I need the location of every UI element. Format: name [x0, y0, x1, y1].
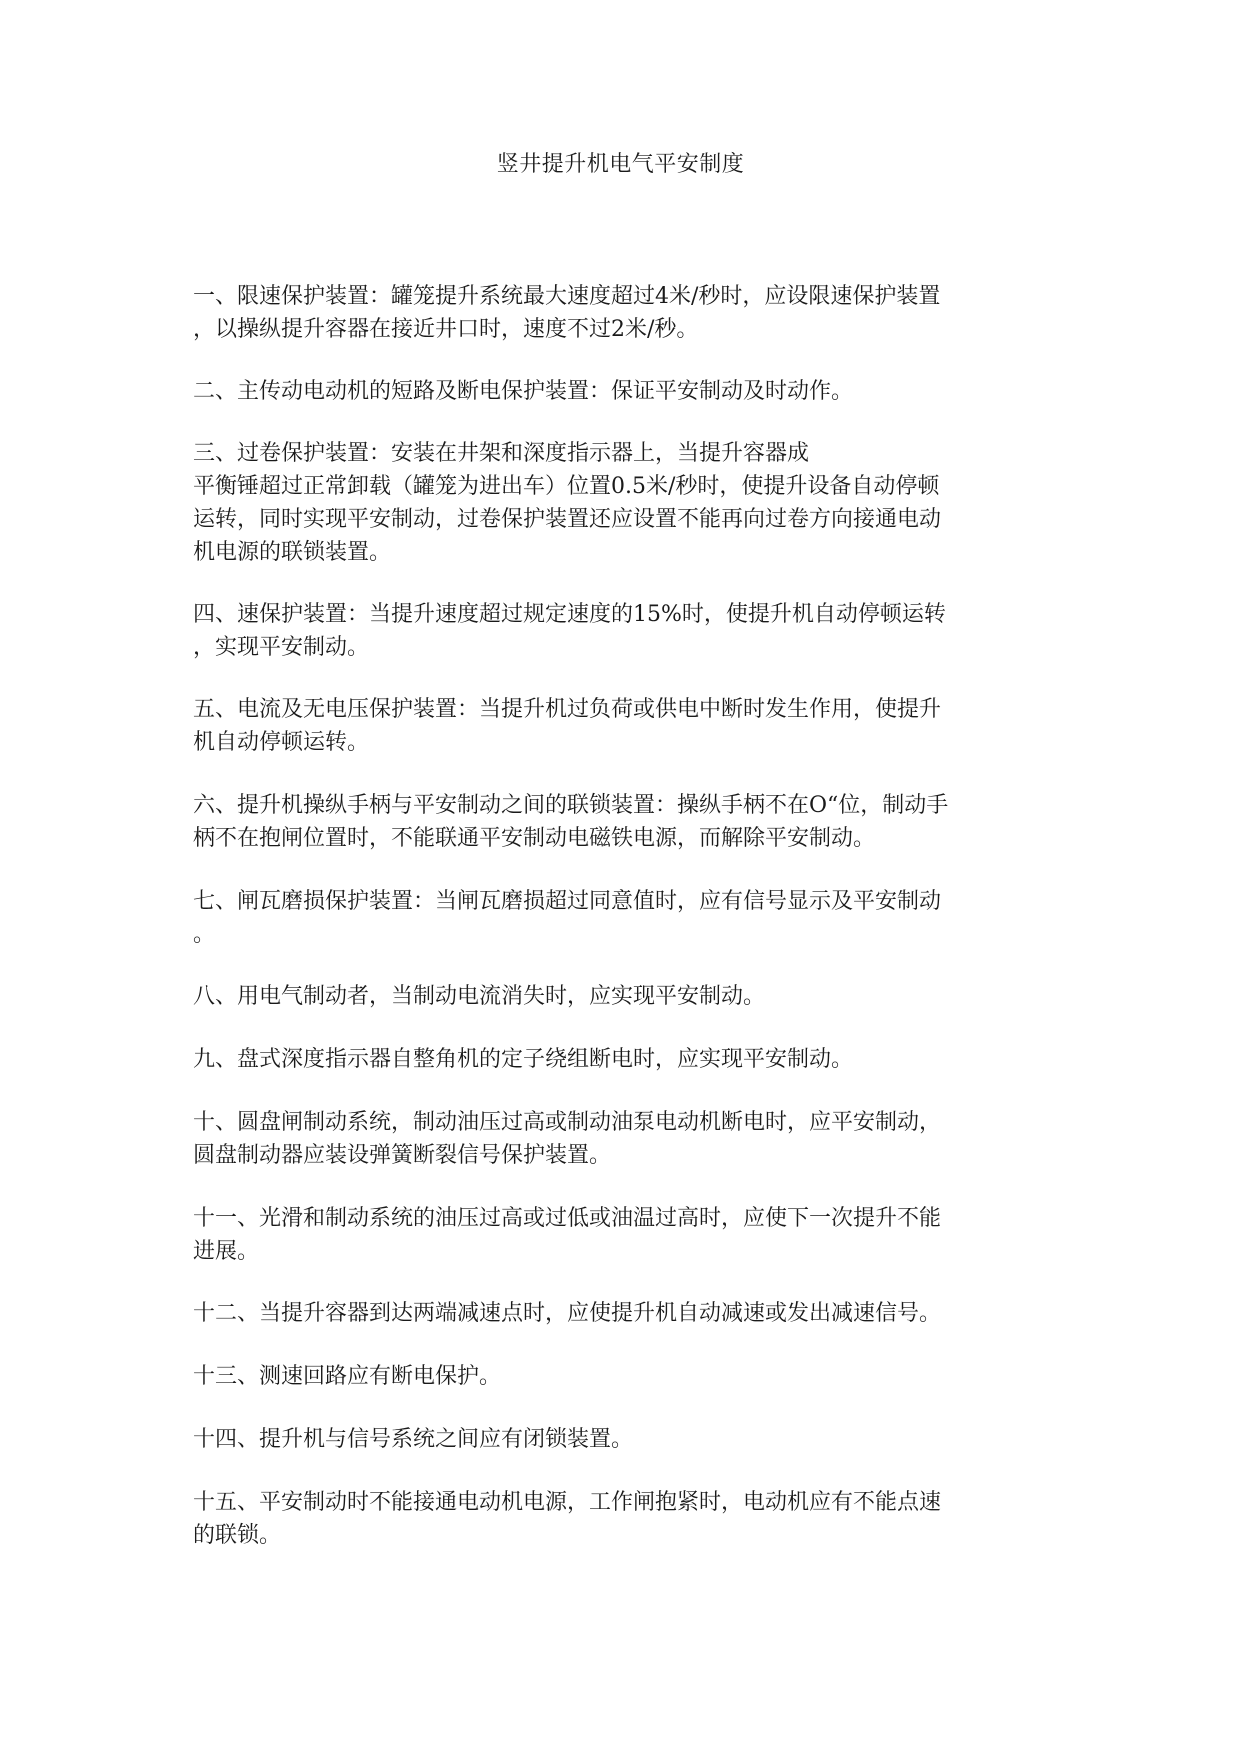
clause-line: 一、限速保护装置：罐笼提升系统最大速度超过4米/秒时，应设限速保护装置: [193, 284, 941, 309]
clause-9: [193, 1043, 1053, 1076]
clause-line: 。: [193, 922, 216, 947]
clause-line: 五、电流及无电压保护装置：当提升机过负荷或供电中断时发生作用，使提升: [193, 697, 942, 722]
clause-4: [193, 598, 1053, 664]
clause-line: 九、盘式深度指示器自整角机的定子绕组断电时，应实现平安制动。: [193, 1047, 854, 1072]
clause-line: 十三、测速回路应有断电保护。: [193, 1364, 502, 1389]
clause-line: 六、提升机操纵手柄与平安制动之间的联锁装置：操纵手柄不在O“位，制动手: [193, 793, 949, 818]
clause-line: 的联锁。: [193, 1523, 282, 1548]
clause-3: [193, 437, 1053, 569]
document-title: 竖井提升机电气平安制度: [496, 152, 745, 177]
clause-line: 十四、提升机与信号系统之间应有闭锁装置。: [193, 1427, 634, 1452]
clause-line: 十二、当提升容器到达两端减速点时，应使提升机自动减速或发出减速信号。: [193, 1301, 942, 1326]
clause-line: 运转，同时实现平安制动，过卷保护装置还应设置不能再向过卷方向接通电动: [193, 507, 942, 532]
clause-line: 三、过卷保护装置：安装在井架和深度指示器上，当提升容器成: [193, 441, 810, 466]
clause-line: 进展。: [193, 1239, 260, 1264]
clause-line: 平衡锤超过正常卸载（罐笼为进出车）位置0.5米/秒时，使提升设备自动停顿: [193, 474, 940, 499]
clause-8: [193, 980, 1053, 1013]
clause-10: [193, 1106, 1053, 1172]
clause-line: 七、闸瓦磨损保护装置：当闸瓦磨损超过同意值时，应有信号显示及平安制动: [193, 889, 942, 914]
clause-line: 圆盘制动器应装设弹簧断裂信号保护装置。: [193, 1143, 612, 1168]
clause-line: 八、用电气制动者，当制动电流消失时，应实现平安制动。: [193, 984, 766, 1009]
clause-1: [193, 280, 1053, 346]
clause-2: [193, 375, 1053, 408]
clause-line: 十、圆盘闸制动系统，制动油压过高或制动油泵电动机断电时，应平安制动，: [193, 1110, 942, 1135]
clause-line: 十一、光滑和制动系统的油压过高或过低或油温过高时，应使下一次提升不能: [193, 1206, 942, 1231]
clause-7: [193, 885, 1053, 951]
clause-6: [193, 789, 1053, 855]
clause-line: 机自动停顿运转。: [193, 730, 370, 755]
clause-line: 二、主传动电动机的短路及断电保护装置：保证平安制动及时动作。: [193, 379, 854, 404]
clause-line: 四、速保护装置：当提升速度超过规定速度的15%时，使提升机自动停顿运转: [193, 602, 946, 627]
clause-line: 十五、平安制动时不能接通电动机电源，工作闸抱紧时，电动机应有不能点速: [193, 1490, 942, 1515]
clause-line: 柄不在抱闸位置时，不能联通平安制动电磁铁电源，而解除平安制动。: [193, 826, 876, 851]
clause-15: [193, 1486, 1053, 1552]
clause-line: ，以操纵提升容器在接近井口时，速度不过2米/秒。: [193, 317, 699, 342]
clause-14: [193, 1423, 1053, 1456]
clause-11: [193, 1202, 1053, 1268]
clause-12: [193, 1297, 1053, 1330]
clause-5: [193, 693, 1053, 759]
clause-13: [193, 1360, 1053, 1393]
clause-line: 机电源的联锁装置。: [193, 540, 392, 565]
clause-line: ，实现平安制动。: [193, 635, 370, 660]
